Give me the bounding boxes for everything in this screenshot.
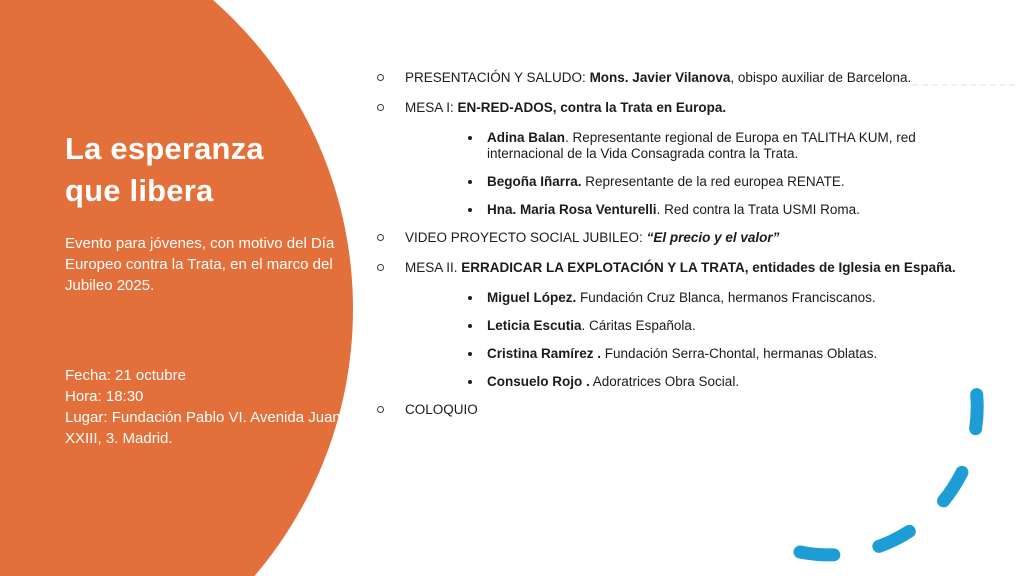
agenda-item xyxy=(468,174,1022,190)
agenda-item xyxy=(468,318,1022,334)
agenda-item-text: Cristina Ramírez . Fundación Serra-Chontal, hermanas Oblatas. xyxy=(487,346,878,361)
agenda-item xyxy=(468,130,1022,162)
dot-bullet-icon xyxy=(468,296,472,300)
dot-bullet-icon xyxy=(468,324,472,328)
open-circle-bullet-icon xyxy=(377,406,384,413)
open-circle-bullet-icon xyxy=(377,104,384,111)
agenda-item xyxy=(377,70,1022,86)
agenda-item-text: MESA II. ERRADICAR LA EXPLOTACIÓN Y LA TRATA, entidades de Iglesia en España. xyxy=(405,260,956,275)
open-circle-bullet-icon xyxy=(377,74,384,81)
open-circle-bullet-icon xyxy=(377,234,384,241)
dot-bullet-icon xyxy=(468,208,472,212)
agenda-item xyxy=(377,402,1022,418)
agenda-item xyxy=(468,374,1022,390)
agenda-item-text: PRESENTACIÓN Y SALUDO: Mons. Javier Vilanova, obispo auxiliar de Barcelona. xyxy=(405,70,912,85)
agenda-item-text: Hna. Maria Rosa Venturelli. Red contra la Trata USMI Roma. xyxy=(487,202,860,217)
agenda-item xyxy=(377,100,1022,116)
event-details xyxy=(65,365,345,449)
agenda-item-text: Begoña Iñarra. Representante de la red europea RENATE. xyxy=(487,174,845,189)
slide-title-line-1: La esperanza xyxy=(65,131,264,166)
dot-bullet-icon xyxy=(468,136,472,140)
agenda-item-text: Consuelo Rojo . Adoratrices Obra Social. xyxy=(487,374,740,389)
dot-bullet-icon xyxy=(468,380,472,384)
agenda-item-text: Miguel López. Fundación Cruz Blanca, hermanos Franciscanos. xyxy=(487,290,876,305)
agenda-item xyxy=(377,230,1022,246)
agenda-item-text: MESA I: EN-RED-ADOS, contra la Trata en Europa. xyxy=(405,100,727,115)
agenda-item xyxy=(468,202,1022,218)
agenda-item-text: COLOQUIO xyxy=(405,402,478,417)
slide-subtitle: Evento para jóvenes, con motivo del Día Europeo contra la Trata, en el marco del Jubileo 2025. xyxy=(65,235,335,294)
slide-title-line-2: que libera xyxy=(65,173,214,208)
dot-bullet-icon xyxy=(468,352,472,356)
agenda-item-text: Adina Balan. Representante regional de Europa en TALITHA KUM, red internacional de la Vida Consagrada contra la Trata. xyxy=(487,130,916,161)
slide-title xyxy=(65,128,264,212)
dot-bullet-icon xyxy=(468,180,472,184)
agenda-list xyxy=(377,70,1022,432)
event-location: Lugar: Fundación Pablo VI. Avenida Juan XXIII, 3. Madrid. xyxy=(65,409,341,447)
event-time: Hora: 18:30 xyxy=(65,388,144,405)
agenda-item xyxy=(468,346,1022,362)
open-circle-bullet-icon xyxy=(377,264,384,271)
agenda-item xyxy=(468,290,1022,306)
agenda-item xyxy=(377,260,1022,276)
agenda-item-text: VIDEO PROYECTO SOCIAL JUBILEO: “El precio y el valor” xyxy=(405,230,780,245)
event-date: Fecha: 21 octubre xyxy=(65,367,186,384)
agenda-item-text: Leticia Escutia. Cáritas Española. xyxy=(487,318,696,333)
